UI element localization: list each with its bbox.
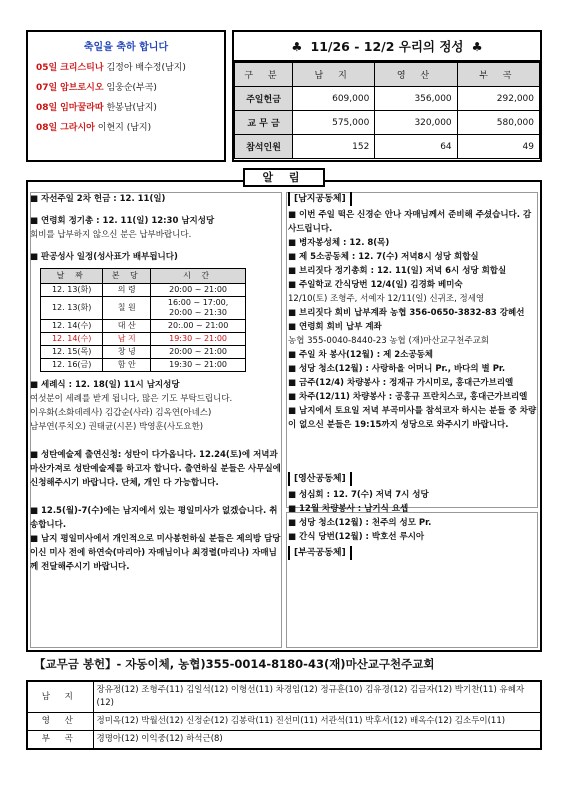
club-icon: ♣ xyxy=(471,38,483,54)
notice-text: 이우화(소화데레사) 김갑순(사라) 김옥연(아네스) xyxy=(30,408,212,418)
table-row: 부 곡 경명아(12) 이익중(12) 하석근(8) xyxy=(27,731,541,750)
table-row: 참석인원 152 64 49 xyxy=(235,135,540,159)
notice-item: ■ 연령회 회비 납부 계좌 xyxy=(288,322,382,332)
feast-row: 08일 그라시아 이현지 (남지) xyxy=(36,123,152,133)
feast-day-box xyxy=(26,30,226,162)
table-row: 12. 13(화) 의 령 20:00 ~ 21:00 xyxy=(41,284,246,297)
club-icon: ♣ xyxy=(291,38,303,54)
notice-text: 농협 355-0040-8440-23 농협 (재)마산교구천주교회 xyxy=(288,336,489,346)
feast-day-title: 축일을 축하 합니다 xyxy=(83,42,169,53)
notice-item: ■ 자선주일 2차 헌금 : 12. 11(일) xyxy=(30,194,166,204)
notice-item: ■ 이번 주일 떡은 신경순 안나 자매님께서 준비해 주셨습니다. 감사드립니다. xyxy=(288,210,532,234)
table-row: 영 산 정미옥(12) 박월선(12) 신정순(12) 김봉락(11) 진선미(11) 서관석(11) 박후서(12) 배옥수(12) 김소두이(11) xyxy=(27,713,541,731)
notice-title: 알 림 xyxy=(243,168,325,187)
notice-text: 회비를 납부하지 않으신 분은 납부바랍니다. xyxy=(30,230,192,240)
notice-item: ■ 제 5소공동체 : 12. 7(수) 저녁8시 성당 회합실 xyxy=(288,252,479,262)
table-row: 12. 16(금) 함 안 19:30 ~ 21:00 xyxy=(41,359,246,372)
section-header-yeongsan: [영산공동체] xyxy=(288,472,352,486)
confession-schedule-table: 날 짜 본 당 시 간 12. 13(화) 의 령 20:00 ~ 21:00 12. 13(화) 칠 원 16:00 ~ 17:00, 20:00 ~ 21:30 12. 14(수) 대 산 20:.00 ~ 21:00 12. 14(수) 남 지 19:30 ~ 21:00 12. 15(목) 창 녕 20:00 ~ 21:00 12. 16(금) 함 안 19:30 ~ 21:00 xyxy=(40,268,246,372)
dues-table xyxy=(26,680,542,750)
feast-row: 08일 임마꿀라따 한봉남(남지) xyxy=(36,103,157,113)
notice-item: ■ 간식 당번(12월) : 박호선 루시아 xyxy=(288,532,425,542)
table-row-highlighted: 12. 14(수) 남 지 19:30 ~ 21:00 xyxy=(41,333,246,346)
notice-item: ■ 연령회 정기총 : 12. 11(일) 12:30 남지성당 xyxy=(30,216,215,226)
notice-text: 남부연(루치오) 권태균(시몬) 박영훈(사도요한) xyxy=(30,422,204,432)
notice-item: ■ 주일학교 간식당번 12/4(일) 김경화 베미숙 xyxy=(288,280,463,290)
notice-item: ■ 12.5(월)-7(수)에는 남지에서 있는 평일미사가 없겠습니다. 취송합니다. xyxy=(30,506,278,530)
notice-item: ■ 주일 차 봉사(12월) : 제 2소공동체 xyxy=(288,350,434,360)
table-row: 남 지 장유정(12) 조형주(11) 김일석(12) 이형선(11) 차경임(12) 정규훈(10) 김유경(12) 김금자(12) 박기찬(11) 유혜자(12) xyxy=(27,681,541,713)
offering-summary-box xyxy=(232,30,542,162)
table-row: 주일헌금 609,000 356,000 292,000 xyxy=(235,87,540,111)
dues-account-line: 【교무금 봉헌】- 자동이체, 농협)355-0014-8180-43(재)마산교구천주교회 xyxy=(34,657,435,671)
table-row: 12. 14(수) 대 산 20:.00 ~ 21:00 xyxy=(41,320,246,333)
notice-item: ■ 브리짓다 정기총회 : 12. 11(일) 저녁 6시 성당 회합실 xyxy=(288,266,507,276)
section-header-bugok: [부곡공동체] xyxy=(288,546,352,560)
notice-item: ■ 세례식 : 12. 18(일) 11시 남지성당 xyxy=(30,380,180,390)
notice-text: 여섯분이 세례를 받게 됩니다, 많은 기도 부탁드립니다. xyxy=(30,394,233,404)
table-row: 12. 15(목) 창 녕 20:00 ~ 21:00 xyxy=(41,346,246,359)
offering-title: ♣ 11/26 - 12/2 우리의 정성 ♣ xyxy=(234,32,540,62)
feast-row: 05일 크리스티나 김정아 배수정(남지) xyxy=(36,63,186,73)
notice-item: ■ 금주(12/4) 차량봉사 : 정재규 가시미로, 홍대근가브리엘 xyxy=(288,378,514,388)
notice-item: ■ 성당 청소(12월) : 천주의 성모 Pr. xyxy=(288,518,432,528)
table-row: 12. 13(화) 칠 원 16:00 ~ 17:00, 20:00 ~ 21:30 xyxy=(41,297,246,320)
notice-text: 12/10(토) 조형주, 서예자 12/11(일) 신귀조, 정세영 xyxy=(288,294,485,304)
offering-table: 구 분 남 지 영 산 부 곡 주일헌금 609,000 356,000 292,000 교 무 금 575,000 320,000 580,000 참석인원 152 64 49 xyxy=(234,62,540,159)
table-row: 교 무 금 575,000 320,000 580,000 xyxy=(235,111,540,135)
notice-item: ■ 성당 청소(12월) : 사랑하올 어머니 Pr., 바다의 별 Pr. xyxy=(288,364,506,374)
notice-item: ■ 판공성사 일정(성사표가 배부됩니다) xyxy=(30,252,178,262)
notice-item: ■ 남지에서 토요일 저녁 부곡미사를 참석코자 하시는 분들 중 차량이 없으신 분들은 19:15까지 성당으로 와주시기 바랍니다. xyxy=(288,406,537,430)
notice-item: ■ 차주(12/11) 차량봉사 : 공홍규 프란치스코, 홍대근가브리엘 xyxy=(288,392,528,402)
notice-item: ■ 남지 평일미사에서 개인적으로 미사봉헌하실 분들은 제의방 담당이신 미사 전에 하연숙(마리아) 자매님이나 최경렬(마리나) 자매님께 전달해주시기 바랍니다. xyxy=(30,534,281,572)
section-header-namji: [남지공동체] xyxy=(288,192,352,206)
feast-row: 07일 암브로시오 임웅순(부곡) xyxy=(36,83,157,93)
notice-item: ■ 12월 차량봉사 : 남기식 요셉 xyxy=(288,504,409,514)
left-column xyxy=(30,186,282,574)
right-column xyxy=(288,186,538,562)
notice-item: ■ 성탄예술제 출연신청: 성탄이 다가옵니다. 12.24(토)에 저녁과 마산가져로 성탄예술제를 하고자 합니다. 출연하실 분들은 사무실에 신청해주시기 바랍니다. 단체, 개인 다 가능합니다. xyxy=(30,450,281,488)
notice-item: ■ 브리짓다 회비 납부계좌 농협 356-0650-3832-83 강혜선 xyxy=(288,308,525,318)
notice-item: ■ 병자봉성체 : 12. 8(목) xyxy=(288,238,390,248)
notice-item: ■ 성심회 : 12. 7(수) 저녁 7시 성당 xyxy=(288,490,429,500)
